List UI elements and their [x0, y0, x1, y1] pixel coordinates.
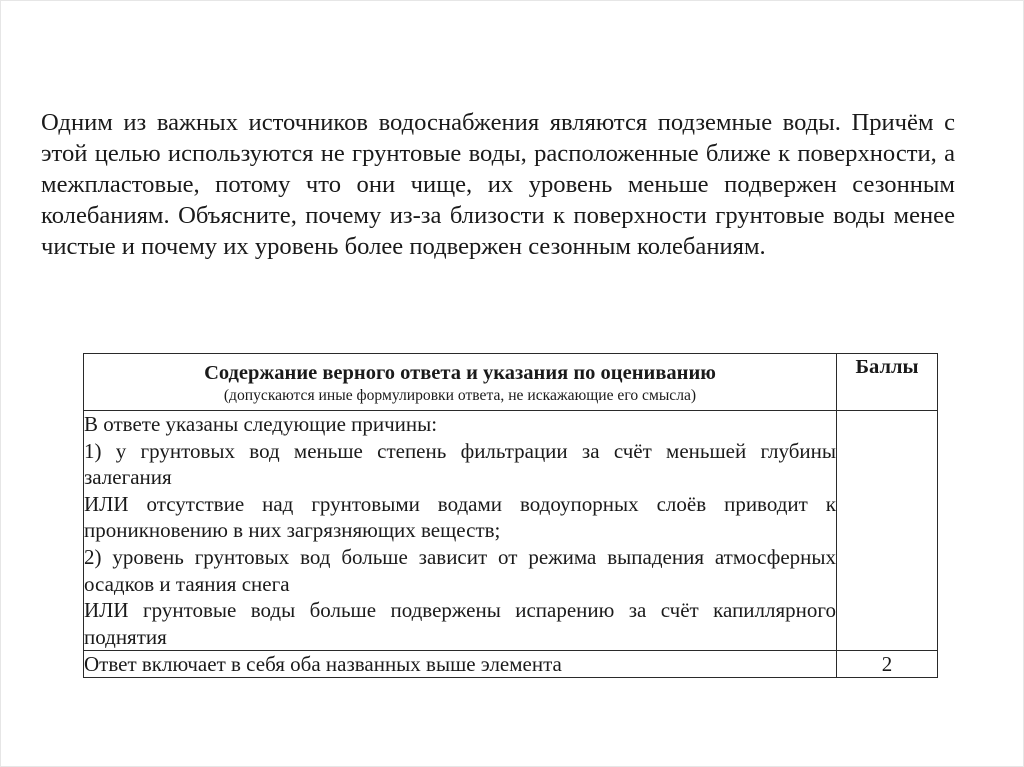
answer-intro: В ответе указаны следующие причины:	[84, 412, 438, 436]
content-header-note: (допускаются иные формулировки ответа, не искажающие его смысла)	[223, 387, 697, 404]
answer-content-cell	[84, 411, 837, 651]
table-body-row	[84, 411, 938, 651]
answer-reason-1-alternative: ИЛИ отсутствие над грунтовыми водами водоупорных слоёв приводит к проникновению в них загрязняющих веществ;	[84, 491, 836, 543]
answer-criteria-table	[83, 353, 938, 678]
score-value-cell: 2	[837, 651, 938, 678]
answer-reason-1: 1) у грунтовых вод меньше степень фильтрации за счёт меньшей глубины залегания	[84, 438, 836, 490]
criterion-cell: Ответ включает в себя оба названных выше элемента	[84, 651, 837, 678]
answer-reason-2: 2) уровень грунтовых вод больше зависит от режима выпадения атмосферных осадков и таяния снега	[84, 544, 836, 596]
table-footer-row	[84, 651, 938, 678]
content-header-cell	[84, 354, 837, 411]
score-header-cell: Баллы	[837, 354, 938, 411]
content-header-title: Содержание верного ответа и указания по оцениванию	[204, 362, 716, 384]
question-text: Одним из важных источников водоснабжения являются подземные воды. Причём с этой целью используются не грунтовые воды, расположенные ближе к поверхности, а межпластовые, потому что они чище, их уровень меньше подвержен сезонным колебаниям. Объясните, почему из-за близости к поверхности грунтовые воды менее чистые и почему их уровень более подвержен сезонным колебаниям.	[41, 109, 955, 260]
answer-reason-2-alternative: ИЛИ грунтовые воды больше подвержены испарению за счёт капиллярного поднятия	[84, 598, 836, 649]
answer-score-cell-empty	[837, 411, 938, 651]
table-header-row	[84, 354, 938, 411]
